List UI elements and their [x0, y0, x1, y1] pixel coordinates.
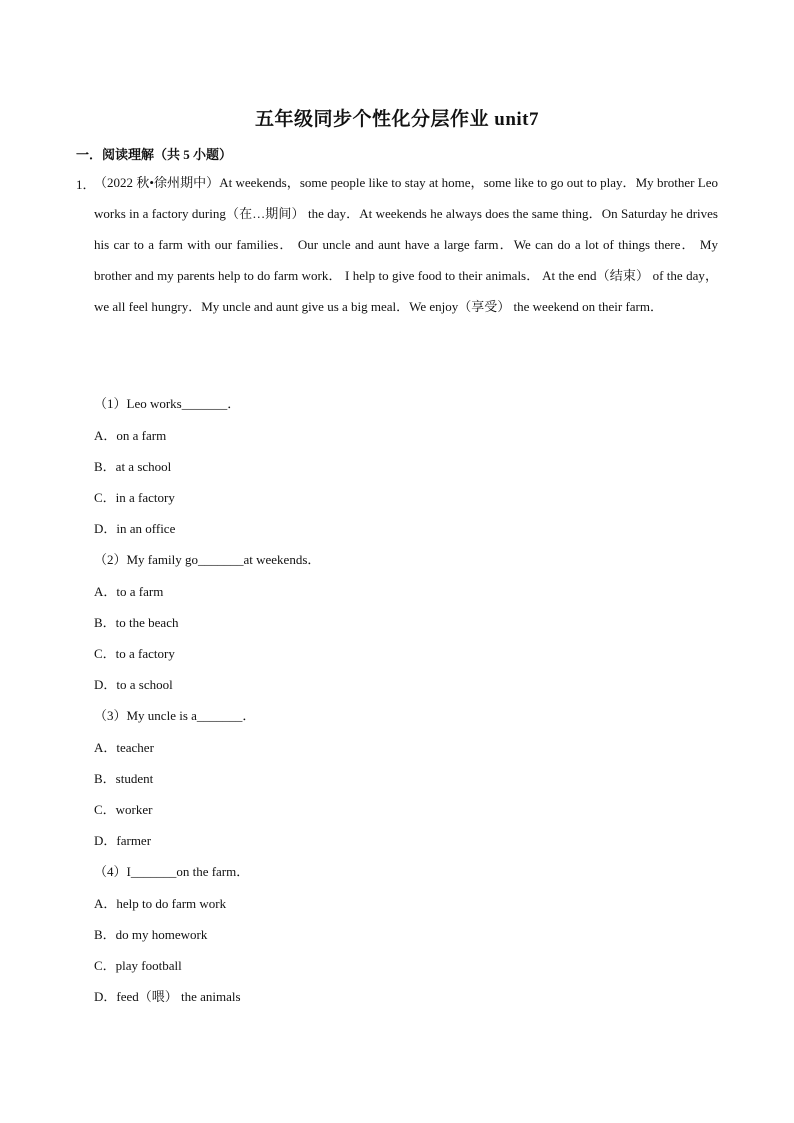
- subquestion-1-prompt: （1）Leo works_______．: [94, 396, 241, 411]
- page-title: 五年级同步个性化分层作业 unit7: [255, 109, 539, 130]
- subquestion-1-option-a[interactable]: A．on a farm: [94, 428, 167, 443]
- subquestion-3-option-b[interactable]: B．student: [94, 771, 154, 786]
- subquestion-1-option-b[interactable]: B．at a school: [94, 459, 172, 474]
- subquestion-4-prompt: （4）I_______on the farm．: [94, 864, 250, 879]
- question-number: 1．: [76, 177, 96, 192]
- subquestion-2-option-a[interactable]: A．to a farm: [94, 584, 164, 599]
- subquestion-4-option-c[interactable]: C．play football: [94, 958, 182, 973]
- subquestion-3-option-d[interactable]: D．farmer: [94, 833, 152, 848]
- subquestion-4-option-b[interactable]: B．do my homework: [94, 927, 208, 942]
- subquestion-1-option-d[interactable]: D．in an office: [94, 521, 176, 536]
- subquestion-3-option-a[interactable]: A．teacher: [94, 740, 154, 755]
- subquestion-2-prompt: （2）My family go_______at weekends．: [94, 552, 321, 567]
- subquestion-2-option-d[interactable]: D．to a school: [94, 677, 173, 692]
- subquestion-2-option-c[interactable]: C．to a factory: [94, 646, 175, 661]
- subquestion-4-option-a[interactable]: A．help to do farm work: [94, 896, 227, 911]
- reading-passage: （2022 秋•徐州期中）At weekends，some people like to stay at home，some like to go out to play．My brother Leo works in a factory during（在…期间） the day．At weekends he always does the same thing．On Saturday he drives his car to a farm with our families． Our uncle and aunt have a large farm．We can do a lot of things there． My brother and my parents help to do farm work． I help to give food to their animals． At the end（结束） of the day，we all feel hungry．My uncle and aunt give us a big meal．We enjoy（享受） the weekend on their farm．: [94, 175, 718, 314]
- subquestion-1-option-c[interactable]: C．in a factory: [94, 490, 175, 505]
- subquestion-2-option-b[interactable]: B．to the beach: [94, 615, 179, 630]
- subquestion-3-option-c[interactable]: C．worker: [94, 802, 153, 817]
- section-heading: 一．阅读理解（共 5 小题）: [76, 147, 233, 162]
- subquestion-3-prompt: （3）My uncle is a_______．: [94, 708, 256, 723]
- subquestion-4-option-d[interactable]: D．feed（喂） the animals: [94, 989, 241, 1004]
